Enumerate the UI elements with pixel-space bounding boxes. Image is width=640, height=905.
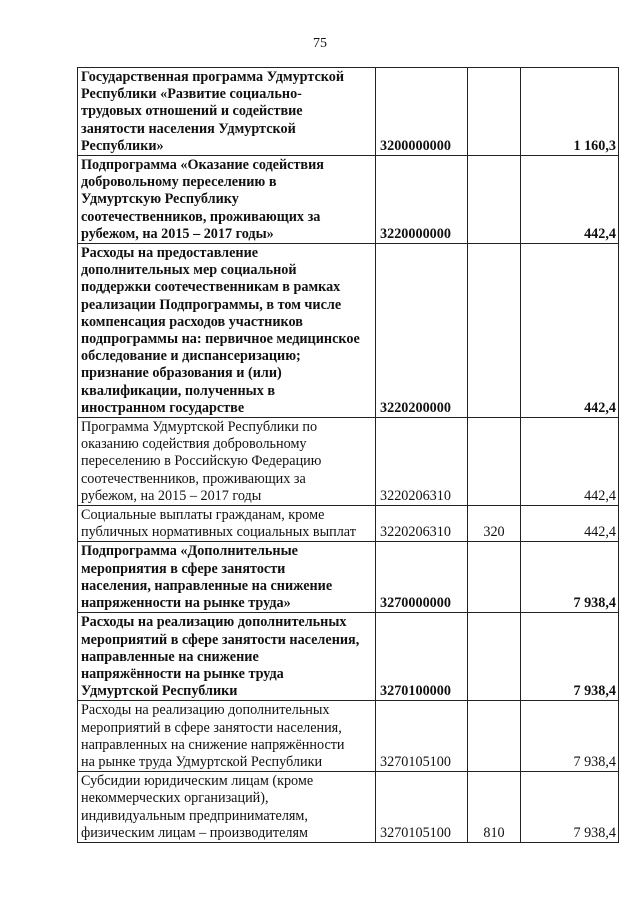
table-row — [78, 772, 619, 843]
budget-table — [77, 67, 619, 843]
row-name-line: мероприятий в сфере занятости населения, — [81, 719, 342, 736]
row-name-line: Программа Удмуртской Республики по — [81, 419, 318, 436]
row-name-cell — [78, 244, 376, 418]
row-name-line: направленных на снижение напряжённости — [81, 736, 345, 753]
row-name-line: публичных нормативных социальных выплат — [81, 524, 356, 541]
row-name-line: Государственная программа Удмуртской — [81, 69, 345, 85]
row-name-line: населения, направленные на снижение — [81, 577, 333, 594]
row-name-line: добровольному переселению в — [81, 174, 277, 191]
row-code-cell: 3220200000 — [376, 244, 468, 418]
row-name-line: переселению в Российскую Федерацию — [81, 453, 322, 470]
row-sum-cell: 442,4 — [521, 418, 619, 506]
row-name-line: дополнительных мер социальной — [81, 262, 297, 279]
row-name-cell — [78, 772, 376, 843]
row-name-line: рубежом, на 2015 – 2017 годы — [81, 487, 262, 504]
row-code-cell: 3270105100 — [376, 701, 468, 772]
row-code-cell: 3270000000 — [376, 542, 468, 613]
row-name-line: иностранном государстве — [81, 399, 245, 416]
row-name-line: подпрограммы на: первичное медицинское — [81, 331, 360, 348]
row-sum-cell: 7 938,4 — [521, 772, 619, 843]
row-name-line: индивидуальным предпринимателям, — [81, 807, 308, 824]
row-name-line: соотечественников, проживающих за — [81, 208, 321, 225]
row-name-line: мероприятия в сфере занятости — [81, 560, 286, 577]
row-expense-type-cell — [468, 68, 521, 156]
row-code-cell: 3270105100 — [376, 772, 468, 843]
row-sum-cell: 7 938,4 — [521, 613, 619, 701]
row-sum-cell: 442,4 — [521, 244, 619, 418]
row-name-line: на рынке труда Удмуртской Республики — [81, 753, 323, 770]
row-sum-cell: 442,4 — [521, 156, 619, 244]
page-number: 75 — [313, 36, 327, 51]
row-expense-type-cell — [468, 542, 521, 613]
row-code-cell: 3270100000 — [376, 613, 468, 701]
row-name-line: обследование и диспансеризацию; — [81, 348, 301, 365]
row-name-line: Подпрограмма «Дополнительные — [81, 543, 298, 560]
row-name-line: напряженности на рынке труда» — [81, 595, 291, 612]
row-name-line: некоммерческих организаций), — [81, 790, 269, 807]
row-code-cell: 3220206310 — [376, 506, 468, 542]
row-sum-cell: 1 160,3 — [521, 68, 619, 156]
row-sum-cell: 7 938,4 — [521, 701, 619, 772]
table-row — [78, 244, 619, 418]
table-row — [78, 418, 619, 506]
row-name-line: квалификации, полученных в — [81, 382, 276, 399]
row-name-line: Расходы на реализацию дополнительных — [81, 614, 347, 631]
row-name-line: поддержки соотечественникам в рамках — [81, 279, 341, 296]
row-name-line: оказанию содействия добровольному — [81, 436, 307, 453]
table-row — [78, 613, 619, 701]
row-name-line: направленные на снижение — [81, 648, 259, 665]
row-name-line: Республики» — [81, 137, 164, 154]
row-name-line: Расходы на реализацию дополнительных — [81, 702, 330, 719]
row-code-cell: 3220206310 — [376, 418, 468, 506]
row-name-cell — [78, 418, 376, 506]
row-code-cell: 3200000000 — [376, 68, 468, 156]
row-name-line: реализации Подпрограммы, в том числе — [81, 296, 342, 313]
row-name-line: физическим лицам – производителям — [81, 824, 308, 841]
row-name-line: Социальные выплаты гражданам, кроме — [81, 507, 325, 524]
row-name-line: компенсация расходов участников — [81, 313, 303, 330]
budget-table-body — [78, 68, 619, 843]
table-row — [78, 68, 619, 156]
row-name-line: Субсидии юридическим лицам (кроме — [81, 773, 314, 790]
row-name-line: Расходы на предоставление — [81, 245, 259, 262]
row-expense-type-cell — [468, 613, 521, 701]
row-name-cell — [78, 156, 376, 244]
row-name-cell — [78, 613, 376, 701]
row-expense-type-cell: 810 — [468, 772, 521, 843]
row-name-line: Республики «Развитие социально- — [81, 86, 302, 103]
row-expense-type-cell — [468, 418, 521, 506]
row-name-cell — [78, 506, 376, 542]
row-name-line: соотечественников, проживающих за — [81, 470, 306, 487]
row-sum-cell: 442,4 — [521, 506, 619, 542]
row-name-line: трудовых отношений и содействие — [81, 103, 303, 120]
row-name-line: Удмуртской Республики — [81, 683, 238, 700]
row-sum-cell: 7 938,4 — [521, 542, 619, 613]
row-code-cell: 3220000000 — [376, 156, 468, 244]
row-name-line: Удмуртскую Республику — [81, 191, 239, 208]
row-name-line: Подпрограмма «Оказание содействия — [81, 157, 324, 174]
row-name-line: занятости населения Удмуртской — [81, 120, 296, 137]
row-name-line: мероприятий в сфере занятости населения, — [81, 631, 360, 648]
row-name-cell — [78, 542, 376, 613]
row-expense-type-cell: 320 — [468, 506, 521, 542]
row-name-cell — [78, 701, 376, 772]
table-row — [78, 156, 619, 244]
row-expense-type-cell — [468, 701, 521, 772]
table-row — [78, 701, 619, 772]
row-name-line: признание образования и (или) — [81, 365, 282, 382]
table-row — [78, 506, 619, 542]
row-expense-type-cell — [468, 244, 521, 418]
row-name-line: рубежом, на 2015 – 2017 годы» — [81, 225, 274, 242]
row-name-cell — [78, 68, 376, 156]
table-row — [78, 542, 619, 613]
row-expense-type-cell — [468, 156, 521, 244]
row-name-line: напряжённости на рынке труда — [81, 665, 284, 682]
